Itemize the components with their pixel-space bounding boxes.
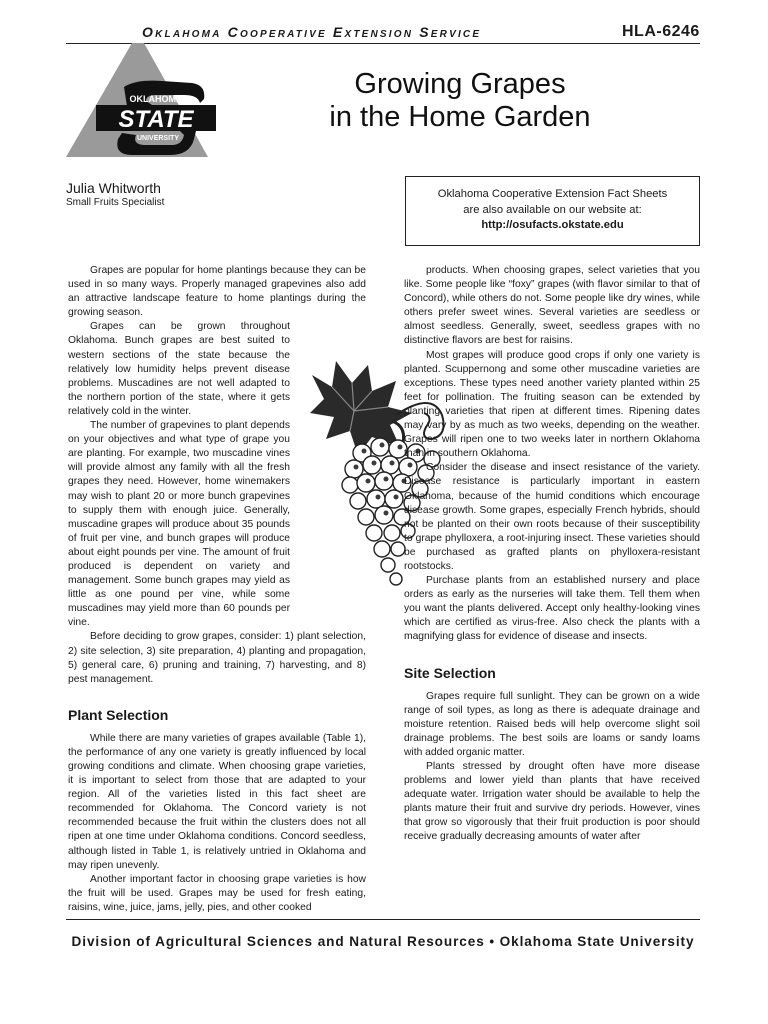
title-line-1: Growing Grapes bbox=[354, 68, 566, 100]
paragraph: Grapes are popular for home plantings because they can be used in so many ways. Properly managed grapevines also add an attractive landscape feature to home plantings during the growing season. bbox=[68, 265, 366, 319]
section-heading-site-selection: Site Selection bbox=[404, 664, 496, 681]
title-line-2: in the Home Garden bbox=[329, 101, 591, 133]
author-name: Julia Whitworth bbox=[66, 180, 161, 196]
paragraph: Most grapes will produce good crops if only one variety is planted. Scuppernong and some other muscadine varieties are exceptions. These types need another variety planted within 25 feet for pollination. The fruiting season can be extended by planting varieties that ripen at different times. Ripening dates may vary by as much as two weeks, depending on the weather. Grapes will ripen one to two weeks later in northern Oklahoma than in southern Oklahoma. bbox=[404, 349, 700, 460]
author-role: Small Fruits Specialist bbox=[66, 197, 165, 208]
callout-line-2: are also available on our website at: bbox=[463, 203, 642, 216]
paragraph: Another important factor in choosing grape varieties is how the fruit will be used. Grapes may be used for fresh eating, raisins, wine, juice, jams, jelly, pies, and other cooked bbox=[68, 873, 366, 913]
footer-rule bbox=[66, 919, 700, 920]
paragraph: Plants stressed by drought often have more disease problems and lower yield than plants that have received adequate water. Irrigation water should be available to help the plants mature their fruit and survive dry periods. However, vines that grow so vigorously that their fruit production is poor should receive gradually decreasing amounts of water after bbox=[404, 761, 700, 843]
paragraph: The number of grapevines to plant depends on your objectives and what type of grape you are planting. For example, two muscadine vines will provide almost any family with all the fresh grapes they need. However, home winemakers may wish to plant 20 or more bunch grapevines to supply them with enough juice. Generally, muscadine grapes will produce about 35 pounds of fruit per vine, and bunch grapes will produce about eight pounds per vine. The amount of fruit produced is dependent on variety and management. Some bunch grapes may yield as little as one pound per vine, while some muscadines may yield more than 60 pounds per vine. bbox=[68, 420, 290, 629]
logo-text-university: UNIVERSITY bbox=[136, 135, 180, 142]
right-column bbox=[404, 264, 700, 845]
callout-url-link[interactable]: http://osufacts.okstate.edu bbox=[481, 219, 624, 231]
logo-text-state: STATE bbox=[118, 106, 194, 133]
paragraph: products. When choosing grapes, select varieties that you like. Some people like “foxy” grapes (with flavor similar to that of Concord), while others do not. Some people like dry wines, while others prefer sweet wines. Several varieties are seedless or almost seedless. Generally, sweet, seedless grapes with no distinctive flavors are best for raisins. bbox=[404, 265, 700, 347]
logo-text-oklahoma: OKLAHOMA bbox=[129, 94, 183, 104]
section-heading-plant-selection: Plant Selection bbox=[68, 706, 169, 723]
series-title: Oklahoma Cooperative Extension Service bbox=[142, 24, 482, 40]
footer-text: Division of Agricultural Sciences and Natural Resources • Oklahoma State University bbox=[71, 934, 695, 949]
left-column bbox=[68, 264, 366, 915]
website-callout-box bbox=[405, 176, 700, 246]
callout-line-1: Oklahoma Cooperative Extension Fact Sheets bbox=[437, 188, 668, 200]
paragraph: Consider the disease and insect resistance of the variety. Disease resistance is particularly important in eastern Oklahoma, because of the humid conditions which encourage disease growth. Some grapes, especially French hybrids, should not be planted on their own roots because of their susceptibility to grape phylloxera, a root-injuring insect. These varieties should be purchased as grafted plants on phylloxera-resistant rootstocks. bbox=[404, 462, 700, 572]
paragraph: Before deciding to grow grapes, consider: 1) plant selection, 2) site selection, 3) site preparation, 4) planting and propagation, 5) general care, 6) pruning and training, 7) harvesting, and 8) pest management. bbox=[68, 631, 366, 685]
paragraph: Purchase plants from an established nursery and place orders as early as the nurseries will take them. Tell them when you want the plants delivered. Accept only healthy-looking vines which are certified as virus-free. Also check the plants with a magnifying glass for evidence of disease and insects. bbox=[404, 575, 700, 643]
fact-sheet-code: HLA-6246 bbox=[622, 23, 700, 40]
paragraph: Grapes can be grown throughout Oklahoma. Bunch grapes are best suited to western sections of the state because the relatively low humidity helps prevent disease problems. Muscadines are not well adapted to the northern portion of the state, where it gets relatively cold in the winter. bbox=[68, 321, 290, 417]
page-title bbox=[290, 68, 630, 134]
paragraph: Grapes require full sunlight. They can be grown on a wide range of soil types, as long as there is adequate drainage and moisture retention. Raised beds will help overcome slight soil drainage problems. The best soils are loams or sandy loams with added organic matter. bbox=[404, 690, 700, 758]
osu-logo-icon bbox=[66, 43, 226, 163]
paragraph: While there are many varieties of grapes available (Table 1), the performance of any one variety is greatly influenced by local growing conditions and climate. When choosing grape varieties, it is important to select from those that are adapted to your region. All of the varieties listed in this fact sheet are recommended for Oklahoma. The Concord variety is not recommended because the fruit within the clusters does not all ripen at one time under Oklahoma conditions. Concord seedless, although listed in Table 1, is relatively untried in Oklahoma and may ripen unevenly. bbox=[68, 732, 366, 871]
